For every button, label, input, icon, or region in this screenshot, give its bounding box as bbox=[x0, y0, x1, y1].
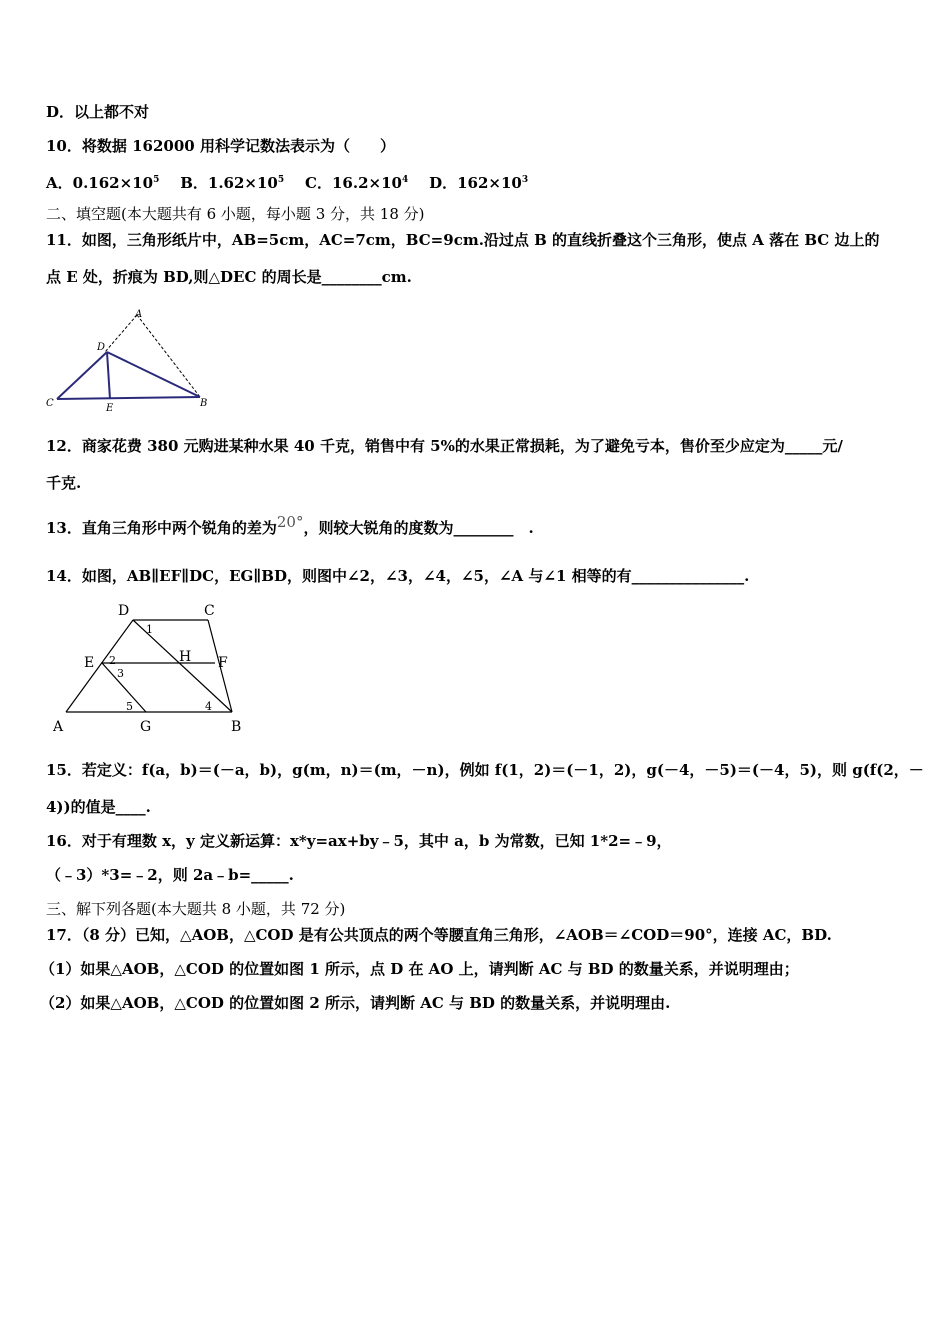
label-e: E bbox=[106, 403, 114, 414]
label-b: B bbox=[231, 719, 242, 735]
figure-q11-triangle bbox=[40, 305, 220, 415]
label-e: E bbox=[84, 655, 95, 671]
question-17-line-1: 17．（8 分）已知，△AOB，△COD 是有公共顶点的两个等腰直角三角形，∠AOB＝∠COD＝90°，连接 AC，BD. bbox=[46, 926, 832, 944]
q13-text-start: 13．直角三角形中两个锐角的差为 bbox=[46, 519, 277, 537]
label-g: G bbox=[140, 719, 152, 735]
q10-option-d: D．$162\times 10^3$ bbox=[429, 174, 529, 192]
angle-label-3: 3 bbox=[117, 667, 124, 680]
label-a: A bbox=[135, 309, 143, 320]
question-10 bbox=[46, 136, 906, 156]
question-17-part-2: （2）如果△AOB，△COD 的位置如图 2 所示，请判断 AC 与 BD 的数量关系，并说明理由. bbox=[40, 994, 671, 1012]
q9-option-d: D．以上都不对 bbox=[46, 103, 150, 121]
question-17-part-1: （1）如果△AOB，△COD 的位置如图 1 所示，点 D 在 AO 上，请判断 AC 与 BD 的数量关系，并说明理由； bbox=[40, 960, 799, 978]
question-10-text: 10．将数据 162000 用科学记数法表示为（ ） bbox=[46, 137, 395, 155]
question-10-options bbox=[46, 170, 906, 193]
label-b: B bbox=[200, 398, 208, 409]
section-3-heading: 三、解下列各题(本大题共 8 小题，共 72 分) bbox=[46, 900, 346, 918]
question-11-line-1: 11．如图，三角形纸片中，AB=5cm，AC=7cm，BC=9cm.沿过点 B 的直线折叠这个三角形，使点 A 落在 BC 边上的 bbox=[46, 231, 880, 249]
label-d: D bbox=[97, 342, 106, 353]
angle-label-1: 1 bbox=[146, 623, 153, 636]
label-f: F bbox=[218, 655, 228, 671]
question-11-line-2: 点 E 处，折痕为 BD,则△DEC 的周长是________cm. bbox=[46, 268, 412, 286]
question-15-line-1: 15．若定义：f(a，b)＝(－a，b)，g(m，n)＝(m，－n)，例如 f(1，2)＝(－1，2)，g(－4，－5)＝(－4，5)，则 g(f(2，－ bbox=[46, 761, 924, 779]
section-2-heading: 二、填空题(本大题共有 6 小题，每小题 3 分，共 18 分) bbox=[46, 205, 425, 223]
figure-q14-trapezoid bbox=[48, 600, 248, 740]
question-15-line-2: 4))的值是____. bbox=[46, 798, 151, 816]
question-12-line-2: 千克. bbox=[46, 474, 82, 492]
label-d: D bbox=[118, 603, 130, 619]
angle-label-5: 5 bbox=[126, 700, 133, 713]
label-a: A bbox=[53, 719, 64, 735]
angle-label-2: 2 bbox=[109, 654, 116, 667]
label-c: C bbox=[204, 603, 215, 619]
q13-angle-value: 20° bbox=[276, 513, 304, 531]
question-16-line-1: 16．对于有理数 x，y 定义新运算：x*y=ax+by﹣5，其中 a，b 为常数，已知 1*2=﹣9， bbox=[46, 832, 672, 850]
question-13 bbox=[46, 513, 906, 538]
q13-text-end: ，则较大锐角的度数为________ . bbox=[303, 519, 534, 537]
q10-option-c: C．$16.2\times 10^4$ bbox=[305, 174, 409, 192]
question-16-line-2: （﹣3）*3=﹣2，则 2a﹣b=_____. bbox=[46, 866, 294, 884]
angle-label-4: 4 bbox=[205, 700, 212, 713]
label-h: H bbox=[179, 649, 192, 665]
label-c: C bbox=[46, 398, 54, 409]
question-14: 14．如图，AB∥EF∥DC，EG∥BD，则图中∠2，∠3，∠4，∠5，∠A 与∠1 相等的有_______________. bbox=[46, 567, 750, 585]
q10-option-b: B．$1.62\times 10^5$ bbox=[180, 174, 285, 192]
question-12-line-1: 12．商家花费 380 元购进某种水果 40 千克，销售中有 5%的水果正常损耗，为了避免亏本，售价至少应定为_____元/ bbox=[46, 437, 843, 455]
q10-option-a: A．$0.162\times 10^5$ bbox=[46, 174, 160, 192]
